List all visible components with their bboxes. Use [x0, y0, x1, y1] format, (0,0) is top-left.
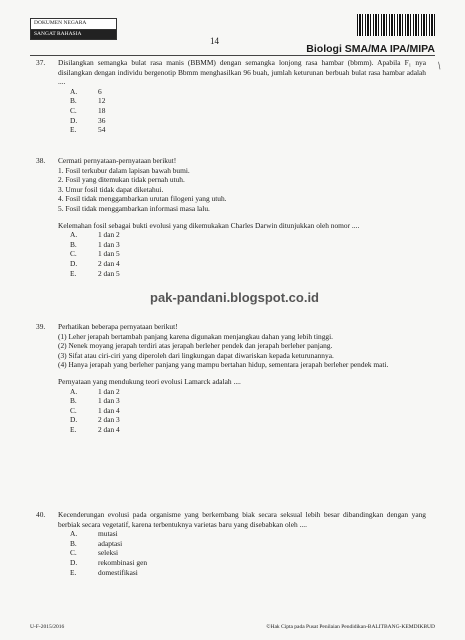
statement: (2) Nenek moyang jerapah terdiri atas jerapah berleher pendek dan jerapah berleher panjang.: [58, 341, 333, 351]
question-text: Kecenderungan evolusi pada organisme yang berkembang biak secara seksual lebih besar dibandingkan dengan yang berbiak secara vegetatif, karena terbentuknya varietas baru yang disebabkan oleh ....: [58, 510, 426, 529]
pen-mark-icon: /: [435, 60, 444, 72]
options-list: [58, 387, 426, 435]
option: A. 1 dan 2: [70, 386, 120, 396]
options-list: [58, 230, 426, 278]
subject-title: Biologi SMA/MA IPA/MIPA: [306, 43, 435, 55]
page-number: 14: [210, 36, 219, 46]
statement: 5. Fosil tidak menggambarkan informasi masa lalu.: [58, 203, 210, 213]
option: C. 18: [70, 105, 106, 115]
option: D. 2 dan 4: [70, 258, 120, 268]
option: B. adaptasi: [70, 538, 123, 548]
option: B. 12: [70, 96, 106, 106]
question-prompt: Kelemahan fosil sebagai bukti evolusi yang dikemukakan Charles Darwin ditunjukkan oleh nomor ....: [58, 220, 360, 230]
statement: (1) Leher jerapah bertambah panjang karena digunakan menjangkau dahan yang lebih tinggi.: [58, 331, 333, 341]
option: D. 2 dan 3: [70, 415, 120, 425]
option: E. 54: [70, 125, 106, 135]
statement: (4) Hanya jerapah yang berleher panjang yang mampu bertahan hidup, sementara jerapah berleher pendek mati.: [58, 360, 389, 370]
question-text: Perhatikan beberapa pernyataan berikut!: [58, 322, 178, 331]
statement: 2. Fosil yang ditemukan tidak pernah utuh.: [58, 175, 185, 185]
statement: (3) Sifat atau ciri-ciri yang diperoleh dari lingkungan dapat diwariskan kepada keturunannya.: [58, 350, 334, 360]
option: A. 1 dan 2: [70, 230, 120, 240]
watermark: pak-pandani.blogspot.co.id: [150, 290, 319, 305]
question-number: 40.: [36, 510, 46, 519]
statement: 4. Fosil tidak menggambarkan urutan filogeni yang utuh.: [58, 194, 227, 204]
option: E. domestifikasi: [70, 567, 138, 577]
doc-label: DOKUMEN NEGARA: [31, 19, 116, 30]
footer-code: U-F-2015/2016: [30, 624, 65, 630]
option: A. 6: [70, 86, 102, 96]
option: C. 1 dan 5: [70, 249, 120, 259]
option: A. mutasi: [70, 529, 118, 539]
question-text: Cermati pernyataan-pernyataan berikut!: [58, 156, 177, 165]
options-list: [58, 87, 426, 135]
option: B. 1 dan 3: [70, 239, 120, 249]
question-number: 37.: [36, 58, 46, 67]
question-number: 38.: [36, 156, 46, 165]
option: C. seleksi: [70, 548, 119, 558]
header-divider: [30, 55, 435, 56]
question-number: 39.: [36, 322, 46, 331]
statement: 1. Fosil terkubur dalam lapisan bawah bumi.: [58, 165, 190, 175]
question-prompt: Pernyataan yang mendukung teori evolusi Lamarck adalah ....: [58, 376, 241, 386]
question-text: Disilangkan semangka bulat rasa manis (BBMM) dengan semangka lonjong rasa hambar (bbmm). Apabila F₁ nya disilangkan dengan individu bergenotip Bbmm menghasilkan 96 buah, jumlah keturunan berbuah bulat rasa hambar adalah ....: [58, 58, 426, 87]
statement: 3. Umur fosil tidak dapat diketahui.: [58, 184, 164, 194]
option: C. 1 dan 4: [70, 405, 120, 415]
option: D. 36: [70, 115, 106, 125]
barcode-icon: [357, 14, 435, 36]
classification-box: [30, 18, 117, 40]
option: E. 2 dan 5: [70, 268, 120, 278]
option: B. 1 dan 3: [70, 396, 120, 406]
secret-label: SANGAT RAHASIA: [31, 30, 116, 40]
options-list: [58, 529, 426, 577]
footer-copyright: ©Hak Cipta pada Pusat Penilaian Pendidikan-BALITBANG-KEMDIKBUD: [266, 624, 435, 630]
option: E. 2 dan 4: [70, 424, 120, 434]
option: D. rekombinasi gen: [70, 557, 148, 567]
